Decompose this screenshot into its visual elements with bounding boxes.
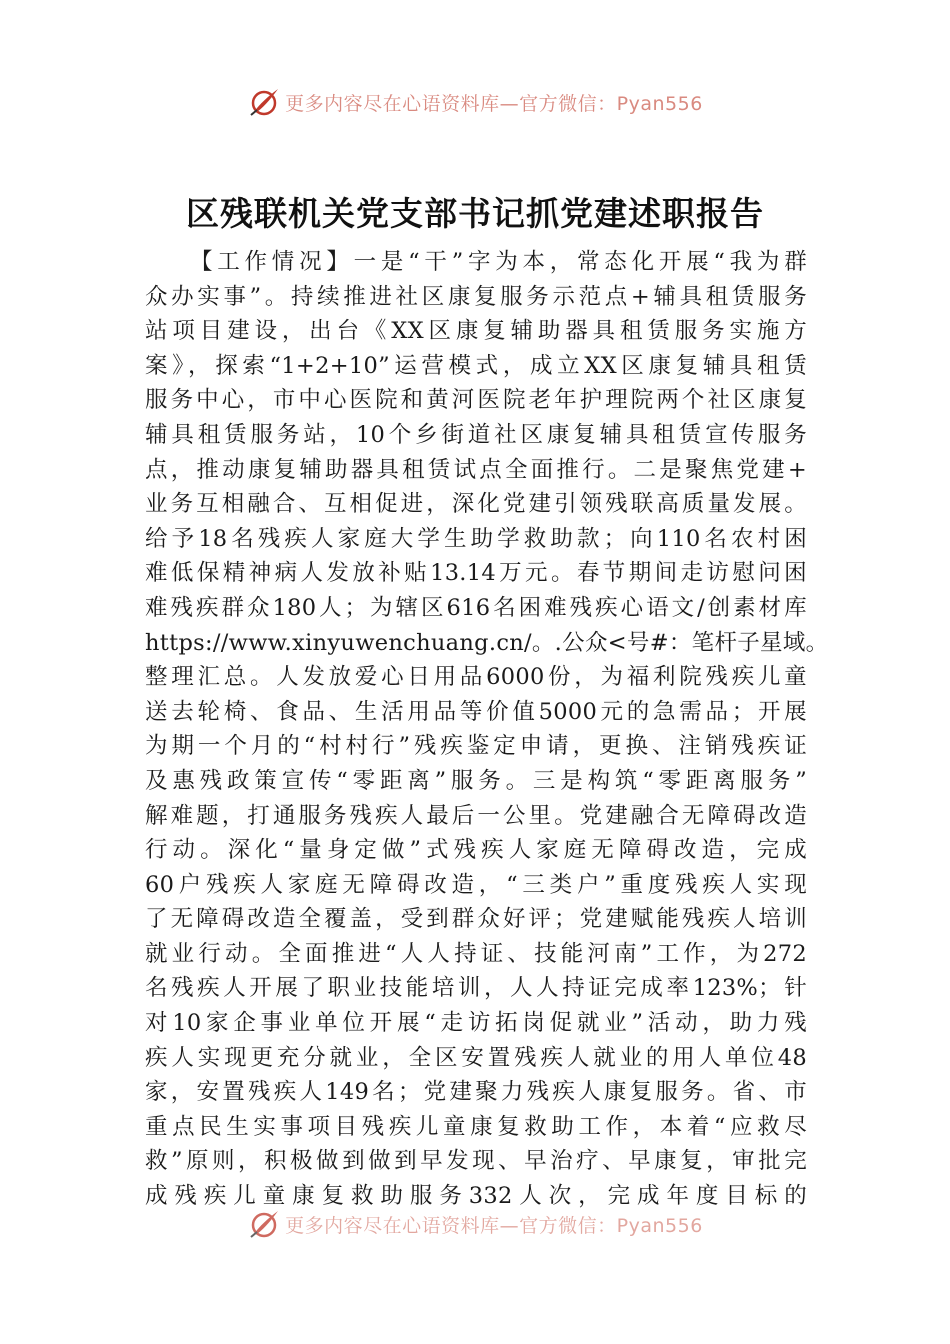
body-line: 业务互相融合、互相促进，深化党建引领残联高质量发展。 bbox=[145, 491, 807, 518]
body-line: 及惠残政策宣传“零距离”服务。三是构筑“零距离服务” bbox=[145, 767, 807, 794]
body-line: 成残疾儿童康复救助服务332人次，完成年度目标的 bbox=[145, 1183, 807, 1210]
body-line: 辅具租赁服务站，10个乡街道社区康复辅具租赁宣传服务 bbox=[145, 421, 807, 448]
body-line: 了无障碍改造全覆盖，受到群众好评；党建赋能残疾人培训 bbox=[145, 906, 807, 933]
body-line: 点，推动康复辅助器具租赁试点全面推行。二是聚焦党建+ bbox=[145, 456, 807, 483]
body-line: 家，安置残疾人149名；党建聚力残疾人康复服务。省、市 bbox=[145, 1079, 807, 1106]
body-line: 疾人实现更充分就业，全区安置残疾人就业的用人单位48 bbox=[145, 1044, 807, 1071]
body-line: 就业行动。全面推进“人人持证、技能河南”工作，为272 bbox=[145, 940, 807, 967]
header-watermark-text: 更多内容尽在心语资料库—官方微信：Pyan556 bbox=[285, 92, 703, 115]
body-line: 众办实事”。持续推进社区康复服务示范点+辅具租赁服务 bbox=[145, 283, 807, 310]
body-line: 【工作情况】一是“干”字为本，常态化开展“我为群 bbox=[190, 249, 807, 275]
body-line: 服务中心，市中心医院和黄河医院老年护理院两个社区康复 bbox=[145, 387, 807, 414]
body-line: 名残疾人开展了职业技能培训，人人持证完成率123%；针 bbox=[145, 975, 807, 1002]
body-line: 站项目建设，出台《XX区康复辅助器具租赁服务实施方 bbox=[145, 318, 807, 345]
body-line: https://www.xinyuwenchuang.cn/。.公众<号#：笔杆子星域。 bbox=[145, 629, 829, 656]
body-line: 对10家企事业单位开展“走访拓岗促就业”活动，助力残 bbox=[145, 1010, 807, 1037]
body-line: 案》，探索“1+2+10”运营模式，成立XX区康复辅具租赁 bbox=[145, 352, 807, 379]
footer-watermark bbox=[0, 1204, 950, 1244]
body-line: 救”原则，积极做到做到早发现、早治疗、早康复，审批完 bbox=[145, 1148, 807, 1175]
footer-watermark-text: 更多内容尽在心语资料库—官方微信：Pyan556 bbox=[285, 1214, 703, 1237]
quill-logo-icon bbox=[247, 85, 281, 119]
body-line: 行动。深化“量身定做”式残疾人家庭无障碍改造，完成 bbox=[145, 837, 807, 864]
body-line: 难低保精神病人发放补贴13.14万元。春节期间走访慰问困 bbox=[145, 560, 807, 587]
body-line: 解难题，打通服务残疾人最后一公里。党建融合无障碍改造 bbox=[145, 802, 807, 829]
body-line: 为期一个月的“村村行”残疾鉴定申请，更换、注销残疾证 bbox=[145, 733, 807, 760]
document-title: 区残联机关党支部书记抓党建述职报告 bbox=[186, 194, 764, 233]
body-line: 60户残疾人家庭无障碍改造，“三类户”重度残疾人实现 bbox=[145, 871, 807, 898]
body-line: 给予18名残疾人家庭大学生助学救助款；向110名农村困 bbox=[145, 525, 807, 552]
body-line: 重点民生实事项目残疾儿童康复救助工作，本着“应救尽 bbox=[145, 1113, 807, 1140]
body-line: 送去轮椅、食品、生活用品等价值5000元的急需品；开展 bbox=[145, 698, 807, 725]
body-line: 难残疾群众180人；为辖区616名困难残疾心语文/创素材库 bbox=[145, 594, 807, 621]
document-body bbox=[145, 245, 829, 1214]
body-line: 整理汇总。人发放爱心日用品6000份，为福利院残疾儿童 bbox=[145, 664, 807, 691]
header-watermark bbox=[0, 82, 950, 122]
quill-logo-icon bbox=[247, 1207, 281, 1241]
